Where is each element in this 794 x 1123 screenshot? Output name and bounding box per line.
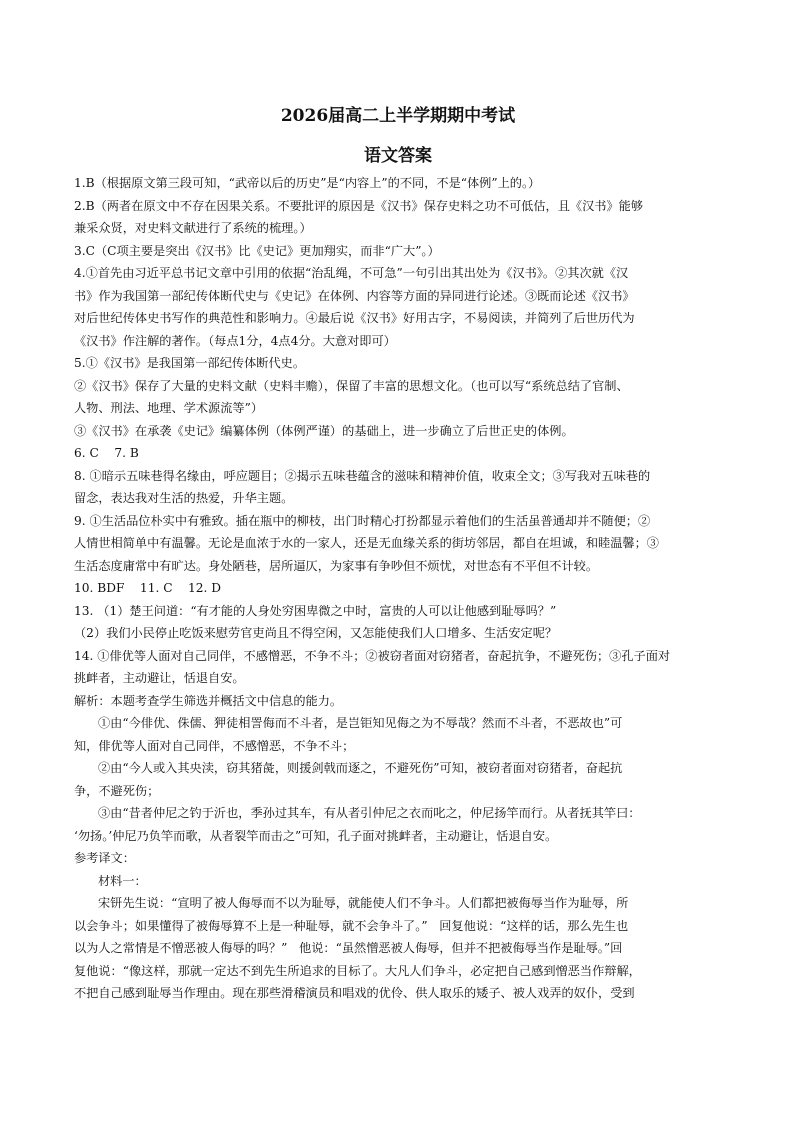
answer-q5-point2-cont: 人物、刑法、地理、学术源流等”） xyxy=(74,401,264,415)
translation-paragraph: 宋钘先生说：“宣明了被人侮辱而不以为耻辱，就能使人们不争斗。人们都把被侮辱当作为耻辱，所 xyxy=(98,896,629,910)
answer-body xyxy=(74,172,722,1005)
analysis-point2: ②由“今人或入其央渎，窃其猪彘，则援剑戟而逐之，不避死伤”可知，被窃者面对窃猪者，奋起抗 xyxy=(98,761,623,775)
translation-paragraph-cont: 以会争斗；如果懂得了被侮辱算不上是一种耻辱，就不会争斗了。” 回复他说：“这样的话，那么先生也 xyxy=(74,918,629,933)
answer-q2: 2.B（两者在原文中不存在因果关系。不要批评的原因是《汉书》保存史料之功不可低估，且《汉书》能够 xyxy=(74,198,644,213)
answer-q9: 9. ①生活品位朴实中有雅致。插在瓶中的柳枝，出门时精心打扮都显示着他们的生活虽普通却并不随便；② xyxy=(74,513,651,528)
page-subtitle: 语文答案 xyxy=(364,146,432,166)
answer-q13-1: 13. （1）楚王问道：“有才能的人身处穷困卑微之中时，富贵的人可以让他感到耻辱吗？” xyxy=(74,603,557,618)
analysis-heading: 解析：本题考查学生筛选并概括文中信息的能力。 xyxy=(74,693,343,708)
answer-q9-cont: 人情世相简单中有温馨。无论是血浓于水的一家人，还是无血缘关系的街坊邻居，都自在坦诚，和睦温馨；③ xyxy=(74,536,659,550)
answer-q10-q12: 10. BDF 11. C 12. D xyxy=(74,581,222,595)
analysis-point1-cont: 知，俳优等人面对自己同伴，不感憎恶，不争不斗； xyxy=(74,738,355,753)
translation-paragraph-cont: 复他说：“像这样，那就一定达不到先生所追求的目标了。大凡人们争斗，必定把自己感到憎恶当作辩解， xyxy=(74,963,641,978)
answer-q4: 4.①首先由习近平总书记文章中引用的依据“治乱绳，不可急”一句引出其出处为《汉书》。②其次就《汉 xyxy=(74,266,629,280)
material-one-heading: 材料一： xyxy=(98,873,147,888)
translation-paragraph-cont: 不把自己感到耻辱当作理由。现在那些滑稽演员和唱戏的优伶、供人取乐的矮子、被人戏弄的奴仆，受到 xyxy=(74,986,635,1000)
answer-q2-cont: 兼采众贤，对史料文献进行了系统的梳理。） xyxy=(74,221,312,235)
answer-q14: 14. ①俳优等人面对自己同伴，不感憎恶，不争不斗；②被窃者面对窃猪者，奋起抗争，不避死伤；③孔子面对 xyxy=(74,648,671,663)
answer-q4-cont: 《汉书》作注解的著作。（每点1分，4点4分。大意对即可） xyxy=(74,333,396,348)
analysis-point2-cont: 争，不避死伤； xyxy=(74,783,160,798)
answer-q14-cont: 挑衅者，主动避让，恬退自安。 xyxy=(74,671,245,685)
answer-q13-2: （2）我们小民停止吃饭来慰劳官吏尚且不得空闲，又怎能使我们人口增多、生活安定呢？ xyxy=(74,626,558,640)
answer-q4-cont: 对后世纪传体史书写作的典范性和影响力。④最后说《汉书》好用古字，不易阅读，并简列了后世历代为 xyxy=(74,311,635,325)
answer-q8: 8. ①暗示五味巷得名缘由，呼应题目；②揭示五味巷蕴含的滋味和精神价值，收束全文；③写我对五味巷的 xyxy=(74,468,651,483)
answer-q8-cont: 留念，表达我对生活的热爱，升华主题。 xyxy=(74,491,294,505)
answer-q3: 3.C（C项主要是突出《汉书》比《史记》更加翔实，而非“广大”。） xyxy=(74,243,440,258)
translation-heading: 参考译文： xyxy=(74,851,135,865)
answer-q9-cont: 生活态度庸常中有旷达。身处陋巷，居所逼仄，为家事有争吵但不烦忧，对世态有不平但不计较。 xyxy=(74,558,599,573)
translation-paragraph-cont: 以为人之常情是不憎恶被人侮辱的吗？” 他说：“虽然憎恶被人侮辱，但并不把被侮辱当作是耻辱。”回 xyxy=(74,941,623,955)
answer-q1: 1.B（根据原文第三段可知，“武帝以后的历史”是“内容上”的不同，不是“体例”上的。） xyxy=(74,176,541,190)
analysis-point1: ①由“今俳优、侏儒、狎徒相詈侮而不斗者，是岂钜知见侮之为不辱哉？然而不斗者，不恶故也”可 xyxy=(98,716,623,730)
answer-q5-point2: ②《汉书》保存了大量的史料文献（史料丰赡），保留了丰富的思想文化。（也可以写“系统总结了官制、 xyxy=(74,378,629,393)
page-title: 2026届高二上半学期期中考试 xyxy=(280,106,516,126)
answer-q5: 5.①《汉书》是我国第一部纪传体断代史。 xyxy=(74,356,306,370)
analysis-point3-cont: ‘勿扬。’仲尼乃负竿而歌，从者裂竿而击之”可知，孔子面对挑衅者，主动避让，恬退自安。 xyxy=(74,828,558,843)
analysis-point3: ③由“昔者仲尼之钓于沂也，季孙过其车，有从者引仲尼之衣而叱之，仲尼扬竿而行。从者抚其竿曰： xyxy=(98,806,641,820)
answer-q4-cont: 书》作为我国第一部纪传体断代史与《史记》在体例、内容等方面的异同进行论述。③既而论述《汉书》 xyxy=(74,288,635,303)
answer-q6-q7: 6. C 7. B xyxy=(74,446,139,460)
answer-q5-point3: ③《汉书》在承袭《史记》编纂体例（体例严谨）的基础上，进一步确立了后世正史的体例。 xyxy=(74,423,574,438)
